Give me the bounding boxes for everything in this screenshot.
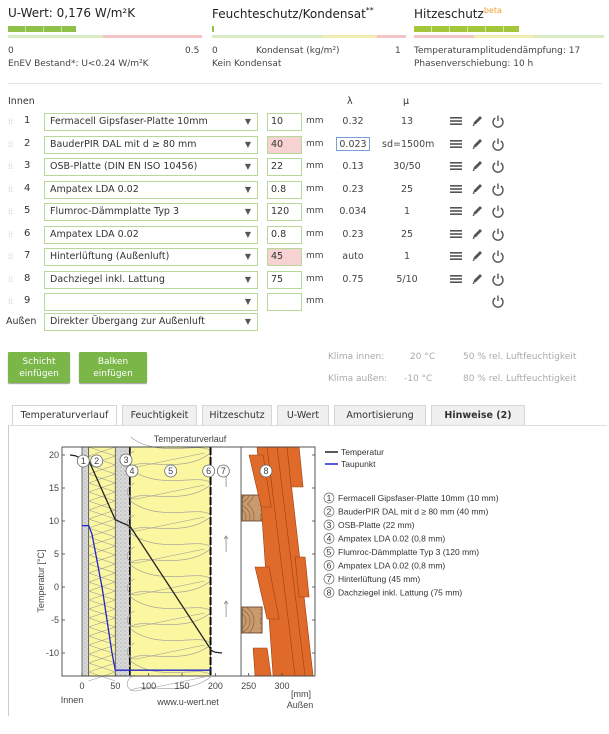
drag-handle-icon[interactable]: ⁞⁞ — [8, 297, 14, 306]
material-select[interactable] — [44, 271, 258, 289]
hitze-title-text: Hitzeschutz — [414, 7, 484, 21]
layer-number-badge — [126, 465, 138, 477]
layer-legend-label: Ampatex LDA 0.02 (0,8 mm) — [338, 560, 446, 571]
lambda-value[interactable]: 0.023 — [336, 137, 370, 151]
layer-number-badge — [217, 465, 229, 477]
temperature-chart — [0, 426, 609, 716]
layer-legend-number: 3 — [326, 520, 332, 530]
pencil-icon[interactable] — [470, 249, 484, 263]
layer-number-badge — [91, 455, 103, 467]
drag-handle-icon[interactable]: ⁞⁞ — [8, 252, 14, 261]
layer-number: 6 — [206, 466, 212, 476]
drag-handle-icon[interactable]: ⁞⁞ — [8, 117, 14, 126]
feuchte-scale-max: 1 — [395, 46, 401, 56]
layer-index: 8 — [24, 272, 31, 284]
x-label-website: www.u-wert.net — [157, 697, 219, 707]
material-select[interactable] — [44, 248, 258, 266]
layer-index: 3 — [24, 160, 31, 171]
x-tick-label: 300 — [274, 681, 290, 691]
material-select-value: BauderPIR DAL mit d ≥ 80 mm — [50, 138, 197, 150]
power-icon[interactable] — [491, 114, 505, 128]
layer-row — [0, 157, 609, 177]
y-tick-label: 10 — [48, 516, 59, 526]
y-tick-label: 20 — [48, 450, 59, 460]
layer-legend-number: 6 — [326, 560, 332, 571]
thickness-unit: mm — [306, 206, 324, 216]
x-tick-label: 100 — [141, 681, 157, 691]
chevron-down-icon: ▼ — [244, 229, 251, 239]
layer-number: 3 — [123, 455, 129, 465]
feuchte-footnote-mark: ** — [365, 6, 374, 15]
lambda-value: 0.23 — [342, 183, 364, 195]
thickness-unit: mm — [306, 296, 324, 306]
layer-legend-entry — [324, 561, 445, 571]
thickness-input[interactable]: 0.8 — [267, 226, 302, 244]
x-tick-label: 0 — [79, 681, 85, 691]
hitze-title — [414, 6, 502, 21]
x-tick-label: 250 — [241, 681, 257, 691]
pencil-icon[interactable] — [470, 204, 484, 218]
power-icon[interactable] — [491, 294, 505, 308]
hitze-beta-badge: beta — [483, 6, 502, 15]
tab-amortisierung[interactable]: Amortisierung — [334, 405, 426, 425]
layer-number: 2 — [94, 456, 100, 466]
layer-legend-label: OSB-Platte (22 mm) — [338, 520, 415, 530]
layer-legend-number: 7 — [326, 574, 332, 584]
lambda-value: 0.034 — [339, 206, 367, 217]
material-select-value: Hinterlüftung (Außenluft) — [50, 251, 170, 262]
layer-legend-number: 5 — [326, 547, 332, 557]
mu-value: 30/50 — [393, 161, 421, 172]
tab-hitzeschutz[interactable]: Hitzeschutz — [202, 405, 272, 425]
power-icon[interactable] — [491, 182, 505, 196]
layer-number: 4 — [129, 466, 135, 476]
menu-icon[interactable] — [449, 182, 463, 196]
hitze-amplitude: Temperaturamplitudendämpfung: 17 — [414, 46, 581, 56]
mu-value: 25 — [400, 228, 414, 240]
feuchte-title — [212, 6, 374, 21]
layer-number-badge — [77, 455, 89, 467]
power-icon[interactable] — [491, 137, 505, 151]
y-tick-label: -10 — [45, 648, 59, 658]
klima-innen-temp[interactable]: 20 °C — [410, 352, 436, 362]
mu-value: 1 — [403, 251, 411, 262]
layer-index: 4 — [24, 182, 31, 194]
power-icon[interactable] — [491, 204, 505, 218]
insert-beam-label-1: Balken — [97, 357, 129, 367]
thickness-input[interactable] — [267, 293, 302, 311]
thickness-unit: mm — [306, 116, 324, 126]
chevron-down-icon: ▼ — [244, 117, 251, 126]
material-select[interactable] — [44, 113, 258, 131]
material-select-value: Ampatex LDA 0.02 — [50, 183, 139, 195]
layer-board — [115, 447, 130, 676]
layer-legend-label: Hinterlüftung (45 mm) — [338, 574, 421, 584]
layer-row — [0, 247, 609, 267]
mu-value: sd=1500m — [382, 138, 435, 150]
layer-legend-entry — [324, 574, 420, 584]
layer-index: 6 — [24, 227, 31, 239]
feuchte-rating-bar — [212, 26, 406, 38]
drag-handle-icon[interactable]: ⁞⁞ — [8, 139, 14, 149]
layer-legend-entry — [324, 547, 479, 557]
klima-innen-rh[interactable]: 50 % rel. Luftfeuchtigkeit — [463, 352, 577, 362]
aussen-row — [0, 312, 609, 332]
x-label-unit: [mm] — [291, 689, 311, 699]
layer-number: 8 — [263, 466, 269, 476]
klima-aussen-temp[interactable]: -10 °C — [404, 374, 433, 384]
aussen-select[interactable] — [44, 313, 258, 331]
legend-label: Temperatur — [341, 447, 384, 457]
thickness-input[interactable]: 120 — [267, 203, 302, 221]
header-divider — [8, 83, 602, 84]
feuchte-title-text: Feuchteschutz/Kondensat — [212, 7, 366, 21]
innen-label: Innen — [8, 96, 35, 107]
chevron-down-icon: ▼ — [244, 162, 251, 171]
feuchte-scale-label: Kondensat (kg/m²) — [256, 46, 340, 56]
uwert-scale-max: 0.5 — [185, 46, 200, 56]
layer-legend-entry — [324, 493, 499, 503]
material-select[interactable] — [44, 136, 258, 154]
insert-layer-button[interactable] — [8, 352, 70, 383]
air-gap-arrows — [224, 447, 241, 676]
layer-index: 7 — [24, 250, 31, 261]
mu-value: 13 — [400, 116, 414, 127]
drag-handle-icon[interactable]: ⁞⁞ — [8, 184, 14, 194]
thickness-input[interactable]: 45 — [267, 248, 302, 266]
feuchte-scale-min: 0 — [212, 46, 218, 56]
drag-handle-icon[interactable]: ⁞⁞ — [8, 274, 14, 284]
insert-layer-label-1: Schicht — [22, 357, 56, 367]
insert-beam-label-2: einfügen — [93, 369, 133, 379]
material-select-value: Flumroc-Dämmplatte Typ 3 — [50, 206, 180, 217]
layer-number: 5 — [168, 466, 174, 476]
x-tick-label: 50 — [110, 681, 121, 691]
power-icon[interactable] — [491, 249, 505, 263]
batten — [242, 607, 262, 633]
layer-row — [0, 112, 609, 132]
thickness-unit: mm — [306, 161, 324, 171]
layer-number: 7 — [220, 466, 226, 476]
lambda-value: 0.75 — [342, 273, 364, 285]
layer-legend-entry — [324, 588, 462, 598]
lambda-value: auto — [342, 251, 364, 262]
tab-temperaturverlauf[interactable]: Temperaturverlauf — [12, 405, 117, 426]
uwert-title: U-Wert: 0,176 W/m²K — [8, 6, 136, 20]
x-tick-label: 200 — [207, 681, 223, 691]
chevron-down-icon: ▼ — [244, 139, 251, 149]
menu-icon[interactable] — [449, 159, 463, 173]
thickness-input[interactable]: 0.8 — [267, 181, 302, 199]
tab-hinweise[interactable]: Hinweise (2) — [431, 405, 525, 425]
thickness-unit: mm — [306, 251, 324, 261]
layer-legend-label: BauderPIR DAL mit d ≥ 80 mm (40 mm) — [338, 506, 489, 517]
layer-row — [0, 270, 609, 290]
thickness-unit: mm — [306, 228, 324, 239]
layer-row — [0, 202, 609, 222]
menu-icon[interactable] — [449, 227, 463, 241]
power-icon[interactable] — [491, 159, 505, 173]
material-select[interactable] — [44, 293, 258, 311]
layer-row — [0, 135, 609, 155]
layer-legend-label: Dachziegel inkl. Lattung (75 mm) — [338, 587, 463, 598]
layer-number-badge — [260, 465, 272, 477]
uwert-scale-min: 0 — [8, 46, 14, 56]
lambda-value: 0.13 — [342, 161, 364, 172]
material-select-value: Dachziegel inkl. Lattung — [50, 273, 165, 285]
material-select[interactable] — [44, 203, 258, 221]
layer-number-badge — [203, 465, 215, 477]
menu-icon[interactable] — [449, 114, 463, 128]
uwert-note: EnEV Bestand*: U<0.24 W/m²K — [8, 59, 149, 69]
layer-legend-number: 8 — [326, 587, 332, 598]
chevron-down-icon: ▼ — [244, 252, 251, 261]
chevron-down-icon: ▼ — [244, 207, 251, 216]
thickness-input[interactable]: 10 — [267, 113, 302, 131]
x-tick-label: 150 — [174, 681, 190, 691]
layer-legend-entry — [324, 520, 415, 530]
pencil-icon[interactable] — [470, 272, 484, 286]
thickness-unit: mm — [306, 273, 324, 284]
layer-index: 1 — [24, 115, 31, 126]
roof-tiles — [241, 447, 313, 676]
mu-value: 25 — [400, 183, 414, 195]
uwert-rating-bar — [8, 26, 202, 38]
material-select[interactable] — [44, 181, 258, 199]
layer-legend-number: 2 — [326, 506, 332, 517]
pencil-icon[interactable] — [470, 137, 484, 151]
power-icon[interactable] — [491, 227, 505, 241]
tab-u-wert[interactable]: U-Wert — [277, 405, 329, 425]
power-icon[interactable] — [491, 272, 505, 286]
layer-row — [0, 225, 609, 245]
layer-index: 9 — [24, 295, 31, 306]
chevron-down-icon: ▼ — [244, 317, 251, 326]
mu-value: 1 — [403, 206, 411, 217]
legend-entry — [325, 459, 376, 469]
lambda-header: λ — [347, 96, 353, 107]
pencil-icon[interactable] — [470, 159, 484, 173]
x-label-innen: Innen — [60, 695, 84, 705]
layer-legend-entry — [324, 534, 445, 544]
mu-value: 5/10 — [396, 273, 418, 285]
legend-label: Taupunkt — [341, 459, 376, 469]
hitze-rating-bar — [414, 26, 604, 38]
menu-icon[interactable] — [449, 137, 463, 151]
aussen-select-value: Direkter Übergang zur Außenluft — [50, 316, 205, 327]
layer-number-badge — [120, 454, 132, 466]
klima-aussen-label: Klima außen: — [328, 374, 388, 384]
aussen-label: Außen — [6, 316, 37, 327]
menu-icon[interactable] — [449, 272, 463, 286]
x-label-aussen: Außen — [286, 700, 314, 710]
lambda-value: 0.32 — [342, 116, 364, 127]
insert-beam-button[interactable] — [79, 352, 147, 383]
layer-index: 5 — [24, 205, 31, 216]
y-tick-label: -5 — [50, 615, 59, 625]
material-select-value: Ampatex LDA 0.02 — [50, 228, 139, 240]
layer-legend-label: Ampatex LDA 0.02 (0,8 mm) — [338, 533, 446, 544]
layer-legend-entry — [324, 507, 488, 517]
layer-row — [0, 180, 609, 200]
thickness-unit: mm — [306, 138, 324, 149]
thickness-input[interactable]: 22 — [267, 158, 302, 176]
mu-header: μ — [403, 96, 410, 107]
klima-innen-label: Klima innen: — [328, 352, 385, 362]
chevron-down-icon: ▼ — [244, 297, 251, 306]
y-tick-label: 0 — [53, 582, 59, 592]
drag-handle-icon[interactable]: ⁞⁞ — [8, 229, 14, 239]
drag-handle-icon[interactable]: ⁞⁞ — [8, 207, 14, 216]
chevron-down-icon: ▼ — [244, 184, 251, 194]
layer-index: 2 — [24, 137, 31, 149]
pencil-icon[interactable] — [470, 114, 484, 128]
lambda-value: 0.23 — [342, 228, 364, 240]
layer-number-badge — [165, 465, 177, 477]
thickness-input[interactable]: 75 — [267, 271, 302, 289]
menu-icon[interactable] — [449, 249, 463, 263]
drag-handle-icon[interactable]: ⁞⁞ — [8, 162, 14, 171]
menu-icon[interactable] — [449, 204, 463, 218]
pencil-icon[interactable] — [470, 182, 484, 196]
chart-title: Temperaturverlauf — [153, 434, 227, 444]
tile — [253, 648, 271, 676]
hitze-phase: Phasenverschiebung: 10 h — [414, 59, 534, 69]
material-select[interactable] — [44, 226, 258, 244]
material-select[interactable] — [44, 158, 258, 176]
y-tick-label: 15 — [48, 483, 59, 493]
layer-number: 1 — [80, 456, 86, 466]
layer-row — [0, 292, 609, 312]
y-axis-label: Temperatur [°C] — [36, 549, 46, 613]
feuchte-note: Kein Kondensat — [212, 59, 282, 69]
layer-legend-label: Flumroc-Dämmplatte Typ 3 (120 mm) — [338, 547, 480, 557]
layer-legend-number: 4 — [326, 533, 332, 544]
material-select-value: OSB-Platte (DIN EN ISO 10456) — [50, 161, 198, 172]
tab-feuchtigkeit[interactable]: Feuchtigkeit — [122, 405, 197, 425]
legend-entry — [325, 447, 384, 457]
thickness-input[interactable]: 40 — [267, 136, 302, 154]
layer-board — [82, 447, 89, 676]
pencil-icon[interactable] — [470, 227, 484, 241]
y-tick-label: 5 — [53, 549, 59, 559]
material-select-value: Fermacell Gipsfaser-Platte 10mm — [50, 116, 208, 127]
klima-aussen-rh[interactable]: 80 % rel. Luftfeuchtigkeit — [463, 374, 577, 384]
thickness-unit: mm — [306, 183, 324, 194]
chevron-down-icon: ▼ — [244, 274, 251, 284]
layer-legend-label: Fermacell Gipsfaser-Platte 10mm (10 mm) — [338, 493, 499, 503]
layer-legend-number: 1 — [326, 493, 332, 503]
insert-layer-label-2: einfügen — [19, 369, 59, 379]
